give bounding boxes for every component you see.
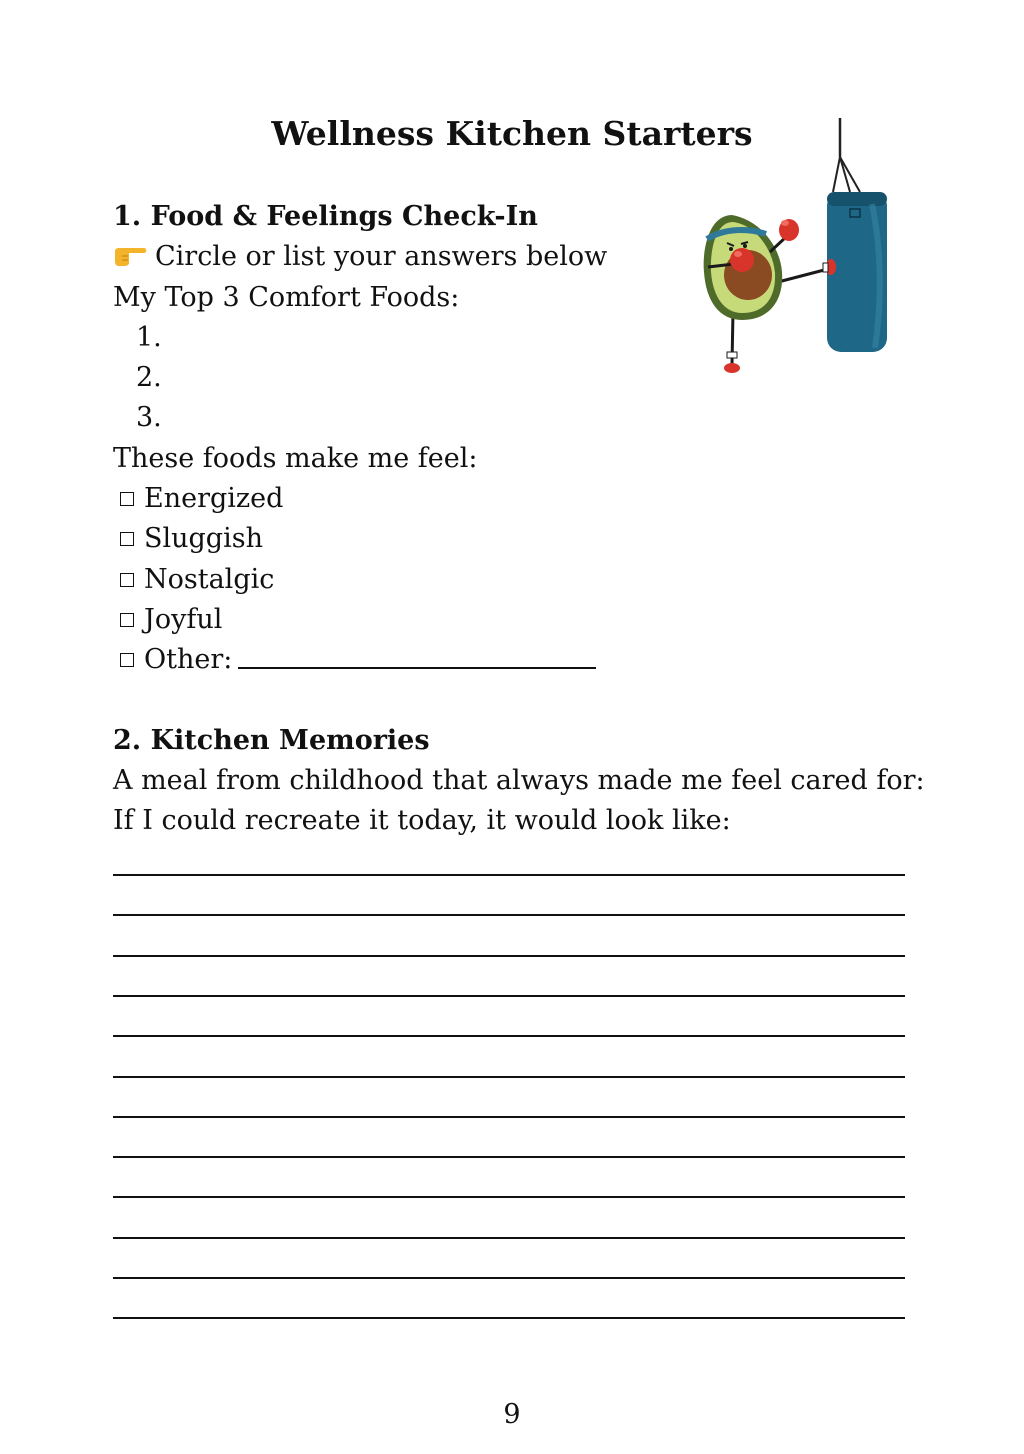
checkbox-icon[interactable]	[120, 573, 134, 587]
section-spacer	[113, 681, 913, 721]
option-energized[interactable]	[113, 479, 913, 519]
page-number: 9	[503, 1399, 521, 1430]
writing-line[interactable]	[113, 1237, 905, 1239]
childhood-meal-prompt: A meal from childhood that always made me feel cared for:	[113, 765, 925, 797]
writing-line[interactable]	[113, 1277, 905, 1279]
checkbox-icon[interactable]	[120, 492, 134, 506]
option-label: Nostalgic	[144, 563, 275, 595]
worksheet-content	[113, 197, 925, 842]
comfort-food-item-3[interactable]: 3.	[136, 402, 162, 434]
instruction-text: Circle or list your answers below	[155, 241, 608, 273]
option-joyful[interactable]	[113, 600, 913, 640]
option-label: Energized	[144, 483, 284, 515]
checkbox-icon[interactable]	[120, 613, 134, 627]
comfort-food-item-1[interactable]: 1.	[136, 321, 162, 353]
other-blank-line[interactable]	[238, 645, 596, 669]
writing-line[interactable]	[113, 1317, 905, 1319]
option-other[interactable]	[113, 640, 913, 680]
writing-line[interactable]	[113, 1035, 905, 1037]
writing-line[interactable]	[113, 1196, 905, 1198]
writing-line[interactable]	[113, 874, 905, 876]
section1-heading: 1. Food & Feelings Check-In	[113, 201, 538, 232]
feelings-label: These foods make me feel:	[113, 442, 478, 474]
section2-heading: 2. Kitchen Memories	[113, 724, 430, 756]
comfort-foods-label: My Top 3 Comfort Foods:	[113, 281, 460, 313]
pointing-hand-icon	[113, 243, 147, 267]
writing-line[interactable]	[113, 995, 905, 997]
writing-line[interactable]	[113, 914, 905, 916]
writing-line[interactable]	[113, 955, 905, 957]
option-label: Other:	[144, 644, 233, 676]
option-label: Joyful	[144, 603, 223, 635]
option-nostalgic[interactable]	[113, 560, 913, 600]
option-label: Sluggish	[144, 523, 263, 555]
writing-line[interactable]	[113, 1116, 905, 1118]
writing-line[interactable]	[113, 1076, 905, 1078]
writing-line[interactable]	[113, 1156, 905, 1158]
recreate-prompt: If I could recreate it today, it would look like:	[113, 805, 731, 837]
checkbox-icon[interactable]	[120, 653, 134, 667]
option-sluggish[interactable]	[113, 519, 913, 559]
checkbox-icon[interactable]	[120, 532, 134, 546]
page-title: Wellness Kitchen Starters	[271, 114, 753, 153]
comfort-food-item-2[interactable]: 2.	[136, 362, 162, 394]
instruction-line	[113, 237, 913, 277]
